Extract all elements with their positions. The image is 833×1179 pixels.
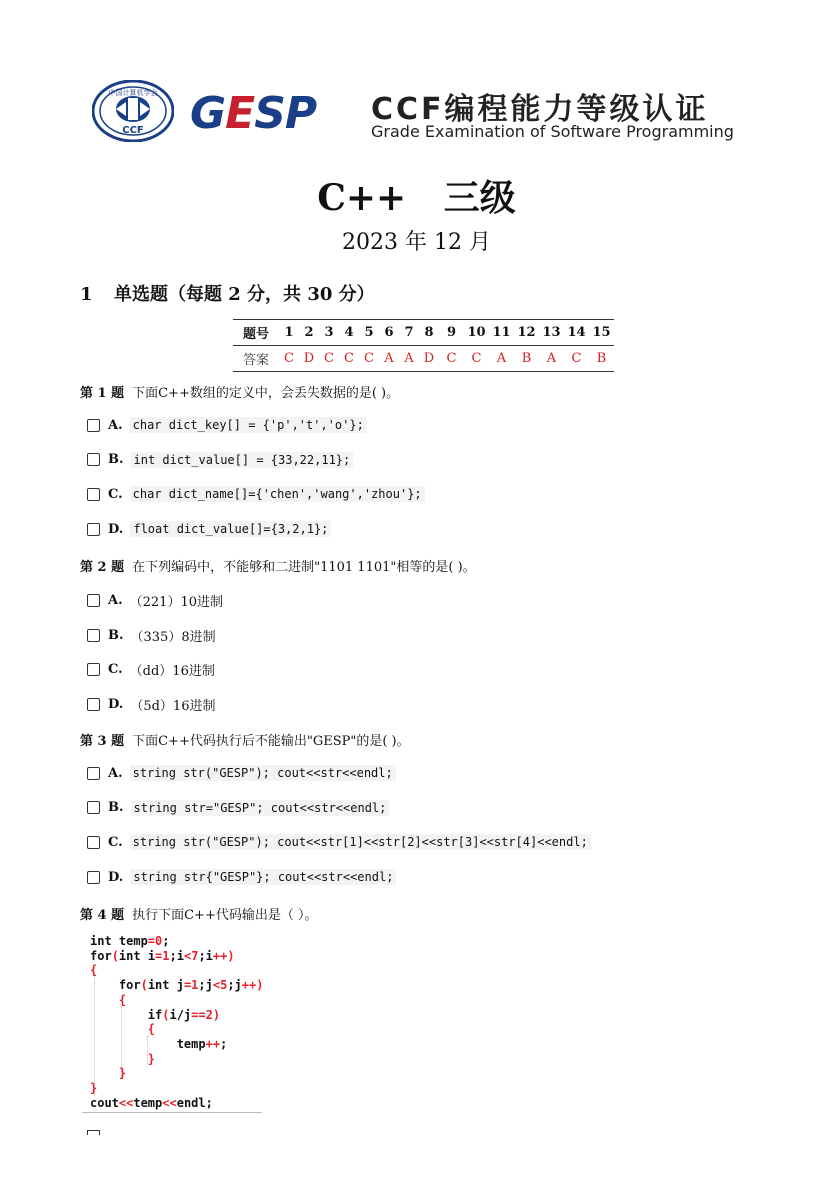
option-c[interactable] — [87, 486, 425, 502]
option-d[interactable] — [87, 869, 396, 885]
option-text: （335）8进制 — [130, 629, 216, 645]
option-b[interactable] — [87, 800, 389, 816]
option-a[interactable] — [87, 417, 367, 433]
answer-cell: A — [539, 346, 564, 372]
code-line: for(int j=1;j<5;j++) — [90, 978, 264, 993]
certification-title-cn: CCF编程能力等级认证 — [371, 92, 709, 127]
answer-cell: B — [514, 346, 539, 372]
code-line: if(i/j==2) — [90, 1007, 221, 1022]
question-label: 第 2 题 — [80, 560, 125, 575]
question-number-cell: 1 — [279, 320, 299, 346]
question-stem — [80, 904, 317, 923]
section-number: 1 — [80, 284, 93, 305]
section-title: 单选题（每题 2 分，共 30 分） — [114, 284, 375, 305]
answer-cell: C — [359, 346, 379, 372]
option-letter: A. — [108, 417, 123, 433]
checkbox-partial[interactable] — [87, 1130, 100, 1135]
code-line: { — [147, 1022, 156, 1037]
code-line: cout<<temp<<endl; — [90, 1095, 213, 1110]
code-line: for(int i=1;i<7;i++) — [90, 948, 235, 963]
page-title: C++ 三级 — [317, 177, 516, 219]
option-text: char dict_key[] = {'p','t','o'}; — [130, 417, 367, 433]
option-letter: D. — [108, 869, 124, 885]
question-number-cell: 9 — [439, 320, 464, 346]
checkbox[interactable] — [87, 767, 100, 780]
checkbox[interactable] — [87, 523, 100, 536]
checkbox[interactable] — [87, 629, 100, 642]
checkbox[interactable] — [87, 594, 100, 607]
code-line: } — [118, 1066, 127, 1081]
option-letter: B. — [108, 800, 124, 816]
question-text: 下面C++代码执行后不能输出"GESP"的是( )。 — [132, 734, 410, 749]
exam-header — [92, 80, 742, 146]
option-text: char dict_name[]={'chen','wang','zhou'}; — [130, 486, 425, 502]
seal-top-text: 中国计算机学会 — [108, 89, 158, 97]
question-stem — [80, 556, 476, 575]
option-d[interactable] — [87, 695, 215, 714]
option-b[interactable] — [87, 626, 216, 645]
checkbox[interactable] — [87, 871, 100, 884]
option-text: float dict_value[]={3,2,1}; — [130, 521, 331, 537]
ccf-seal-logo — [92, 80, 174, 142]
code-line: } — [147, 1051, 156, 1066]
table-answer-label: 答案 — [233, 346, 279, 372]
checkbox[interactable] — [87, 801, 100, 814]
option-letter: B. — [108, 452, 124, 468]
checkbox[interactable] — [87, 488, 100, 501]
answer-table-answer-row — [233, 346, 614, 372]
answer-cell: C — [319, 346, 339, 372]
question-number-cell: 2 — [299, 320, 319, 346]
checkbox[interactable] — [87, 836, 100, 849]
option-text: string str{"GESP"}; cout<<str<<endl; — [130, 869, 396, 885]
option-letter: D. — [108, 697, 124, 713]
option-b[interactable] — [87, 452, 353, 468]
answer-cell: A — [379, 346, 399, 372]
table-header-label: 题号 — [233, 320, 279, 346]
section-heading — [80, 280, 375, 306]
exam-date: 2023 年 12 月 — [342, 230, 491, 255]
option-letter: C. — [108, 486, 123, 502]
question-number-cell: 5 — [359, 320, 379, 346]
question-number-cell: 13 — [539, 320, 564, 346]
option-text: （221）10进制 — [129, 595, 223, 610]
option-text: string str("GESP"); cout<<str[1]<<str[2]<<str[3]<<str[4]<<endl; — [130, 834, 591, 850]
checkbox[interactable] — [87, 663, 100, 676]
question-text: 执行下面C++代码输出是（ ）。 — [132, 908, 318, 923]
question-text: 下面C++数组的定义中，会丢失数据的是( )。 — [132, 386, 400, 401]
certification-title-en: Grade Examination of Software Programming — [371, 122, 734, 141]
question-number-cell: 6 — [379, 320, 399, 346]
question-number-cell: 7 — [399, 320, 419, 346]
gesp-logo: GESP — [190, 88, 317, 139]
option-letter: A. — [108, 765, 123, 781]
option-c[interactable] — [87, 834, 591, 850]
option-text: （5d）16进制 — [130, 699, 216, 715]
option-letter: B. — [108, 627, 124, 643]
option-d[interactable] — [87, 521, 331, 537]
question-number-cell: 8 — [419, 320, 439, 346]
answer-cell: A — [399, 346, 419, 372]
answer-cell: C — [439, 346, 464, 372]
question-number-cell: 4 — [339, 320, 359, 346]
option-a[interactable] — [87, 765, 396, 781]
answer-cell: C — [464, 346, 489, 372]
answer-cell: C — [279, 346, 299, 372]
question-label: 第 1 题 — [80, 386, 125, 401]
question-text: 在下列编码中，不能够和二进制"1101 1101"相等的是( )。 — [132, 560, 476, 575]
option-letter: D. — [108, 521, 124, 537]
option-text: int dict_value[] = {33,22,11}; — [131, 452, 354, 468]
answer-cell: B — [589, 346, 614, 372]
answer-cell: C — [564, 346, 589, 372]
checkbox[interactable] — [87, 453, 100, 466]
answer-cell: C — [339, 346, 359, 372]
question-number-cell: 15 — [589, 320, 614, 346]
code-line: { — [90, 963, 98, 978]
code-line: } — [90, 1081, 98, 1095]
option-text: string str("GESP"); cout<<str<<endl; — [130, 765, 396, 781]
checkbox[interactable] — [87, 419, 100, 432]
question-number-cell: 3 — [319, 320, 339, 346]
option-a[interactable] — [87, 591, 223, 610]
seal-bottom-text: CCF — [122, 125, 144, 136]
question-number-cell: 11 — [489, 320, 514, 346]
question-stem — [80, 382, 399, 401]
question-number-cell: 12 — [514, 320, 539, 346]
answer-cell: D — [419, 346, 439, 372]
code-line: temp++; — [90, 1036, 228, 1051]
answer-table — [233, 319, 614, 372]
checkbox[interactable] — [87, 698, 100, 711]
option-letter: C. — [108, 662, 123, 678]
question-label: 第 3 题 — [80, 734, 125, 749]
question-number-cell: 14 — [564, 320, 589, 346]
code-snippet — [82, 930, 262, 1113]
option-text: （dd）16进制 — [129, 664, 215, 680]
answer-cell: A — [489, 346, 514, 372]
answer-cell: D — [299, 346, 319, 372]
option-c[interactable] — [87, 660, 215, 679]
question-number-cell: 10 — [464, 320, 489, 346]
option-text: string str="GESP"; cout<<str<<endl; — [131, 800, 390, 816]
option-letter: A. — [108, 593, 123, 608]
answer-table-header-row — [233, 320, 614, 346]
code-line: int temp=0; — [90, 934, 170, 948]
option-letter: C. — [108, 834, 123, 850]
question-label: 第 4 题 — [80, 908, 125, 923]
question-stem — [80, 730, 410, 749]
code-line: { — [118, 992, 127, 1007]
